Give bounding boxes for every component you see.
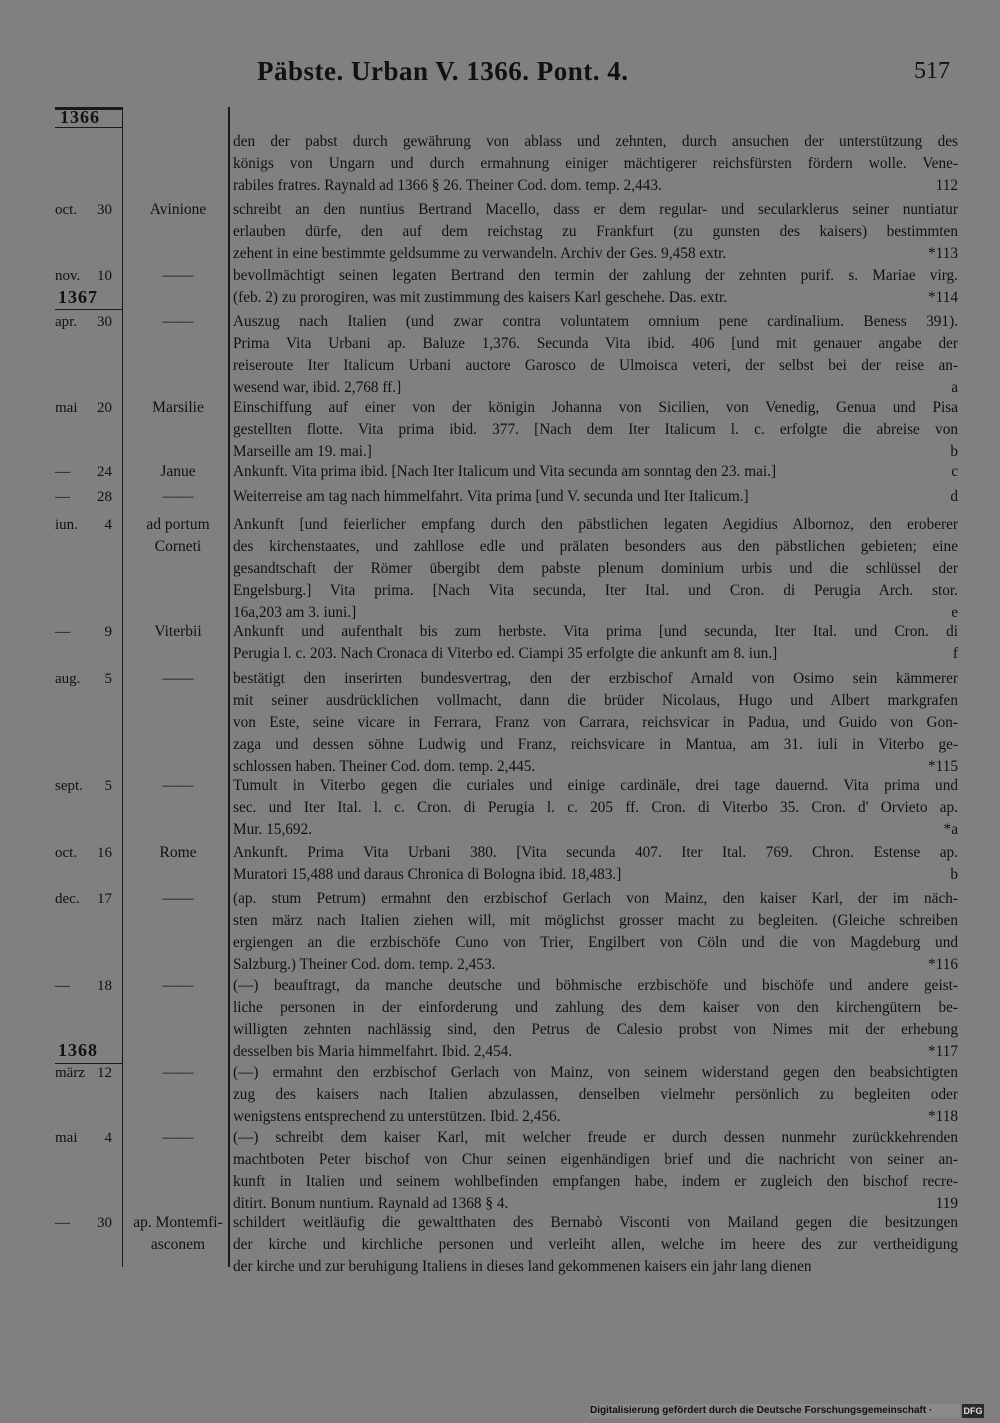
- entry-number: *a: [943, 821, 958, 838]
- entry-text-line: rabiles fratres. Raynald ad 1366 § 26. Theiner Cod. dom. temp. 2,443.: [233, 177, 662, 194]
- entry-text: [233, 265, 958, 309]
- entry-text-line: gesandtschaft der Römer übergibt dem pabste plenum dominium urbis und die schlüssel der: [233, 560, 958, 577]
- entry-text: [233, 888, 958, 976]
- entry-text: [233, 397, 958, 463]
- entry-text: [233, 975, 958, 1063]
- entry-text-line: kunft in Italien und seinem wohlbefinden empfangen habe, indem er zugleich den bischof recre-: [233, 1173, 958, 1190]
- entry-text-line: erlauben dürfe, den auf dem reichstag zu Frankfurt (zu gunsten des kaisers) bestimmten: [233, 223, 958, 240]
- entry-place: ——: [162, 1129, 194, 1146]
- year-1368: 1368: [58, 1040, 98, 1060]
- entry-text-line: gestellten flotte. Vita prima ibid. 377. [Nach dem Iter Italicum l. c. erfolgte die abreise von: [233, 421, 958, 438]
- entry-month: sept.: [55, 778, 83, 794]
- entry-place: ——: [162, 777, 194, 794]
- entry-month: nov.: [55, 268, 81, 284]
- entry-number: *115: [927, 758, 958, 775]
- entry-day: 16: [97, 845, 112, 861]
- entry-place: ——: [162, 488, 194, 505]
- entry-month: märz: [55, 1065, 85, 1081]
- entry-text-line: (—) ermahnt den erzbischof Gerlach von Mainz, von seinem widerstand gegen den beabsichtigten: [233, 1064, 958, 1081]
- entry-day: 24: [97, 464, 112, 480]
- entry-month: —: [55, 624, 70, 640]
- entry-text: [233, 1062, 958, 1128]
- entry-text-line: mit seiner ausdrücklichen vollmacht, dann die brüder Nicolaus, Hugo und Albert markgrafen: [233, 692, 958, 709]
- entry-number: d: [950, 488, 958, 505]
- entry-day: 5: [104, 778, 112, 794]
- entry-text-line: Auszug nach Italien (und zwar contra voluntatem omnium pene cardinalium. Beness 391).: [233, 313, 958, 330]
- entry-text: [233, 1212, 958, 1278]
- column-divider-1: [122, 107, 123, 1267]
- entry-number: *117: [927, 1043, 958, 1060]
- entry-text-line: Weiterreise am tag nach himmelfahrt. Vita prima [und V. secunda und Iter Italicum.]: [233, 488, 749, 505]
- entry-day: 4: [104, 1130, 112, 1146]
- entry-day: 4: [104, 517, 112, 533]
- entry-text-line: der kirche und kirchliche personen und verleiht allen, welche im heere des zur vertheidigung: [233, 1236, 958, 1253]
- entry-text-line: (—) schreibt dem kaiser Karl, mit welcher freude er durch dessen nunmehr zurückkehrenden: [233, 1129, 958, 1146]
- entry-text-line: Perugia l. c. 203. Nach Cronaca di Viterbo ed. Ciampi 35 erfolgte die ankunft am 8. iun.]: [233, 645, 778, 662]
- entry-number: 112: [935, 177, 958, 194]
- entry-text-line: (feb. 2) zu prorogiren, was mit zustimmung des kaisers Karl geschehe. Das. extr.: [233, 289, 728, 306]
- entry-text-line: Ankunft [und feierlicher empfang durch den päbstlichen legaten Aegidius Albornoz, den eroberer: [233, 516, 958, 533]
- entry-number: *116: [927, 956, 958, 973]
- entry-number: *113: [927, 245, 958, 262]
- entry-text-line: den der pabst durch gewährung von ablass und zehnten, durch ansuchen der unterstützung des: [233, 133, 958, 150]
- entry-number: a: [951, 379, 958, 396]
- entry-place: Avinione: [149, 201, 207, 218]
- entry-month: aug.: [55, 671, 81, 687]
- entry-text-line: schreibt an den nuntius Bertrand Macello, dass er dem regular- und secularklerus seiner nuntiatur: [233, 201, 958, 218]
- entry-text-line: Muratori 15,488 und daraus Chronica di Bologna ibid. 18,483.]: [233, 866, 622, 883]
- entry-text: [233, 1127, 958, 1215]
- entry-number: 119: [935, 1195, 958, 1212]
- entry-text-line: Mur. 15,692.: [233, 821, 313, 838]
- year-1366: 1366: [60, 107, 100, 127]
- entry-text-line: Ankunft und aufenthalt bis zum herbste. Vita prima [und secunda, Iter Ital. und Cron. di: [233, 623, 958, 640]
- entry-text-line: Ankunft. Vita prima ibid. [Nach Iter Italicum und Vita secunda am sonntag den 23. mai.]: [233, 463, 777, 480]
- entry-day: 9: [104, 624, 112, 640]
- entry-place: ——: [162, 313, 194, 330]
- entry-place: Rome: [159, 844, 197, 861]
- entry-text-line: des kirchenstaates, und zahllose edle und prälaten besonders aus den päbstlichen gebieten; eine: [233, 538, 958, 555]
- entry-place: ap. Montemfi-asconem: [133, 1214, 223, 1253]
- entry-day: 17: [97, 891, 112, 907]
- entry-day: 30: [97, 314, 112, 330]
- entry-text: [233, 311, 958, 399]
- entry-day: 12: [97, 1065, 112, 1081]
- entry-number: *118: [927, 1108, 958, 1125]
- entry-text-line: bestätigt den inserirten bundesvertrag, den der erzbischof Arnald von Osimo sein kämmerer: [233, 670, 958, 687]
- entry-place: ——: [162, 977, 194, 994]
- entry-month: mai: [55, 400, 78, 416]
- entry-text-line: Engelsburg.] Vita prima. [Nach Vita secunda, Iter Ital. und Cron. di Perugia Arch. stor.: [233, 582, 958, 599]
- entry-text-line: schildert weitläufig die gewaltthaten des Bernabò Visconti von Mailand gegen die besitzungen: [233, 1214, 958, 1231]
- entry-place: Marsilie: [152, 399, 204, 416]
- entry-text: [233, 775, 958, 841]
- entry-month: —: [55, 1215, 70, 1231]
- entry-text-line: bevollmächtigt seinen legaten Bertrand den termin der zahlung der zehnten purif. s. Mariae virg.: [233, 267, 958, 284]
- entry-day: 28: [97, 489, 112, 505]
- entry-text-line: willigten zehnten nachlässig sind, den Petrus de Calesio probst von Nimes mit der erhebung: [233, 1021, 958, 1038]
- entry-month: —: [55, 978, 70, 994]
- entry-text-line: schlossen haben. Theiner Cod. dom. temp. 2,445.: [233, 758, 536, 775]
- entry-text-line: Einschiffung auf einer von der königin Johanna von Sicilien, von Venedig, Genua und Pisa: [233, 399, 958, 416]
- entry-place: ——: [162, 1064, 194, 1081]
- entry-text-line: zehent in eine bestimmte geldsumme zu verwandeln. Archiv der Ges. 9,458 extr.: [233, 245, 727, 262]
- entry-place: ad portum Corneti: [146, 516, 210, 555]
- footer-credit: Digitalisierung gefördert durch die Deutsche Forschungsgemeinschaft ·: [590, 1404, 960, 1418]
- entry-month: apr.: [55, 314, 78, 330]
- entry-day: 20: [97, 400, 112, 416]
- entry-text-line: sec. und Iter Ital. l. c. Cron. di Perugia l. c. 205 ff. Cron. di Viterbo 35. Cron. d' Orvieto ap.: [233, 799, 958, 816]
- entry-day: 30: [97, 202, 112, 218]
- entry-number: f: [952, 645, 958, 662]
- entry-month: dec.: [55, 891, 80, 907]
- entry-day: 18: [97, 978, 112, 994]
- page-header: [0, 56, 1000, 92]
- entry-number: b: [950, 443, 958, 460]
- entry-text-line: machtboten Peter bischof von Chur seinen eigenhändigen brief und die nachricht von seiner an-: [233, 1151, 958, 1168]
- entry-day: 30: [97, 1215, 112, 1231]
- entry-text-line: desselben bis Maria himmelfahrt. Ibid. 2,454.: [233, 1043, 513, 1060]
- entry-text-line: 16a,203 am 3. iuni.]: [233, 604, 357, 621]
- dfg-logo: DFG: [963, 1406, 983, 1416]
- year-1367: 1367: [58, 287, 98, 307]
- entry-place: Viterbii: [154, 623, 202, 640]
- entry-number: e: [951, 604, 958, 621]
- entry-text: [233, 842, 958, 886]
- entry-place: ——: [162, 267, 194, 284]
- entry-place: Janue: [160, 463, 196, 480]
- entry-text-line: zug des kaisers nach Italien abzulassen, denselben vielmehr persönlich zu begleiten oder: [233, 1086, 958, 1103]
- entry-text-line: wesend war, ibid. 2,768 ff.]: [233, 379, 402, 396]
- running-title: Päbste. Urban V. 1366. Pont. 4.: [257, 56, 629, 86]
- entry-text: [233, 461, 958, 483]
- entry-text-line: ditirt. Bonum nuntium. Raynald ad 1368 § 4.: [233, 1195, 509, 1212]
- entry-text-line: sten märz nach Italien ziehen will, mit möglichst grosser macht zu begleiten. (Gleiche schreiben: [233, 912, 958, 929]
- entry-text-line: der kirche und zur beruhigung Italiens in dieses land gekommenen kaisers ein jahr lang dienen: [233, 1258, 812, 1275]
- entry-text: [233, 199, 958, 265]
- entry-text: [233, 668, 958, 778]
- entry-text-line: Tumult in Viterbo gegen die curiales und einige cardinäle, drei tage dauernd. Vita prima und: [233, 777, 958, 794]
- entry-text-line: Ankunft. Prima Vita Urbani 380. [Vita secunda 407. Iter Ital. 769. Chron. Estense ap.: [233, 844, 958, 861]
- entry-text: [233, 514, 958, 624]
- entry-month: oct.: [55, 202, 78, 218]
- entry-text-line: königs von Ungarn und durch ermahnung einiger mächtigerer reichsfürsten fördern wolle. Vene-: [233, 155, 958, 172]
- entry-text: [233, 621, 958, 665]
- entry-number: b: [950, 866, 958, 883]
- entry-month: oct.: [55, 845, 78, 861]
- entry-month: —: [55, 464, 70, 480]
- entry-month: iun.: [55, 517, 78, 533]
- entry-day: 10: [97, 268, 112, 284]
- entry-text-line: liche personen in der einforderung und zahlung des dem kaiser von den kirchengütern be-: [233, 999, 958, 1016]
- entry-number: *114: [927, 289, 958, 306]
- entry-text-line: Prima Vita Urbani ap. Baluze 1,376. Secunda Vita ibid. 406 [und mit genauer angabe der: [233, 335, 958, 352]
- entry-text-line: wenigstens entsprechend zu unterstützen. Ibid. 2,456.: [233, 1108, 561, 1125]
- entry-month: mai: [55, 1130, 78, 1146]
- entry-text: [233, 486, 958, 508]
- entry-text-line: ergiengen an die erzbischöfe Cuno von Trier, Engilbert von Cöln und die von Magdeburg und: [233, 934, 958, 951]
- entry-text-line: zaga und dessen söhne Ludwig und Franz, reichsvicare in Mantua, am 31. iuli in Viterbo ge-: [233, 736, 958, 753]
- entry-place: ——: [162, 890, 194, 907]
- entry-text-line: (—) beauftragt, da manche deutsche und böhmische erzbischöfe und bischöfe und andere geist-: [233, 977, 958, 994]
- rule-1367: [55, 309, 123, 310]
- entry-month: —: [55, 489, 70, 505]
- entry-number: c: [951, 463, 958, 480]
- entry-text-line: Salzburg.) Theiner Cod. dom. temp. 2,453.: [233, 956, 496, 973]
- entry-day: 5: [104, 671, 112, 687]
- entry-text-line: reiseroute Iter Italicum Urbani auctore Garosco de Ulmoisca veteri, der selbst bei der reise an-: [233, 357, 958, 374]
- entry-text-line: (ap. stum Petrum) ermahnt den erzbischof Gerlach von Mainz, den kaiser Karl, der im näch-: [233, 890, 958, 907]
- entry-text-line: Marseille am 19. mai.]: [233, 443, 372, 460]
- entry-text: [233, 131, 958, 197]
- entry-place: ——: [162, 670, 194, 687]
- entry-text-line: von Este, seine vicare in Ferrara, Franz von Carrara, reichsvicar in Padua, und Guido von Gon-: [233, 714, 958, 731]
- page-number: 517: [914, 58, 950, 84]
